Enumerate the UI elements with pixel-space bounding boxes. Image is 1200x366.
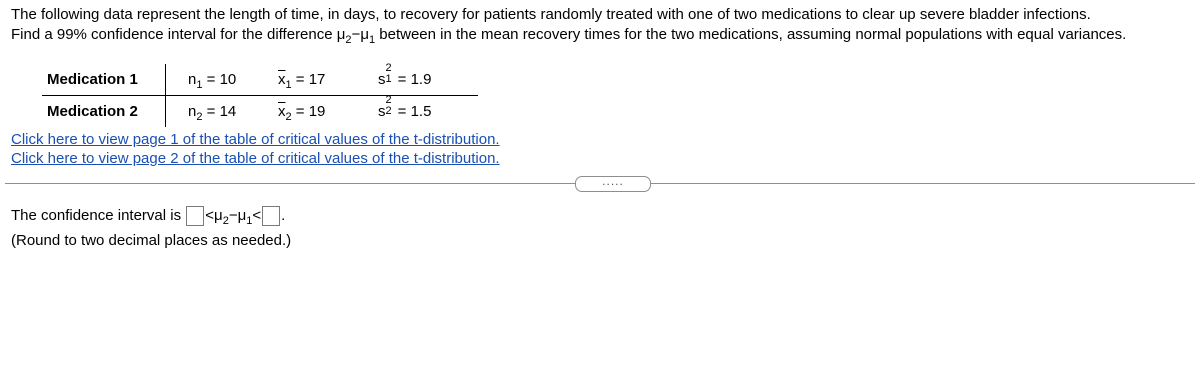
upper-bound-input[interactable]	[262, 206, 280, 226]
variance-cell: s 2 2 = 1.5	[378, 94, 432, 120]
t-table-page1-link[interactable]: Click here to view page 1 of the table of critical values of the t-distribution.	[11, 131, 500, 148]
mu-subscript-2: 2	[345, 33, 352, 46]
problem-text-line1: The following data represent the length of time, in days, to recovery for patients randomly treated with one of two medications to clear up severe bladder infections.	[11, 6, 1091, 23]
mu-subscript-1: 1	[368, 33, 376, 46]
mu-symbol: μ	[336, 25, 346, 43]
problem-statement	[11, 5, 1191, 46]
rounding-note: (Round to two decimal places as needed.)	[11, 232, 292, 249]
n-cell: $n_2 = 14$	[166, 96, 279, 128]
lower-bound-input[interactable]	[186, 206, 204, 226]
critical-values-links	[11, 130, 500, 168]
t-table-page2-link[interactable]: Click here to view page 2 of the table of critical values of the t-distribution.	[11, 150, 500, 167]
row-label: Medication 2	[47, 103, 138, 120]
variance-cell: s 2 1 = 1.9	[378, 64, 478, 96]
row-label: Medication 1	[42, 64, 166, 96]
xbar-cell: $x_1 = 17$	[278, 64, 378, 96]
expand-more-button[interactable]: .....	[575, 176, 651, 192]
mu-symbol: μ	[360, 25, 369, 43]
n-cell: $n_1 = 10$	[166, 64, 279, 96]
table-row	[42, 96, 478, 128]
problem-text-line2-start: Find a 99% confidence interval for the difference	[11, 25, 337, 43]
problem-text-line2-end: between in the mean recovery times for the two medications, assuming normal populations with equal variances.	[375, 25, 1127, 43]
answer-prefix: The confidence interval is	[11, 207, 186, 224]
minus-sign: −	[351, 25, 361, 43]
xbar-cell: $x_2 = 19$	[278, 103, 326, 123]
table-row	[42, 64, 478, 96]
data-table	[42, 64, 478, 127]
answer-area: The confidence interval is $<\mu_2-\mu_1<$ . (Round to two decimal places as needed.)	[11, 204, 291, 252]
